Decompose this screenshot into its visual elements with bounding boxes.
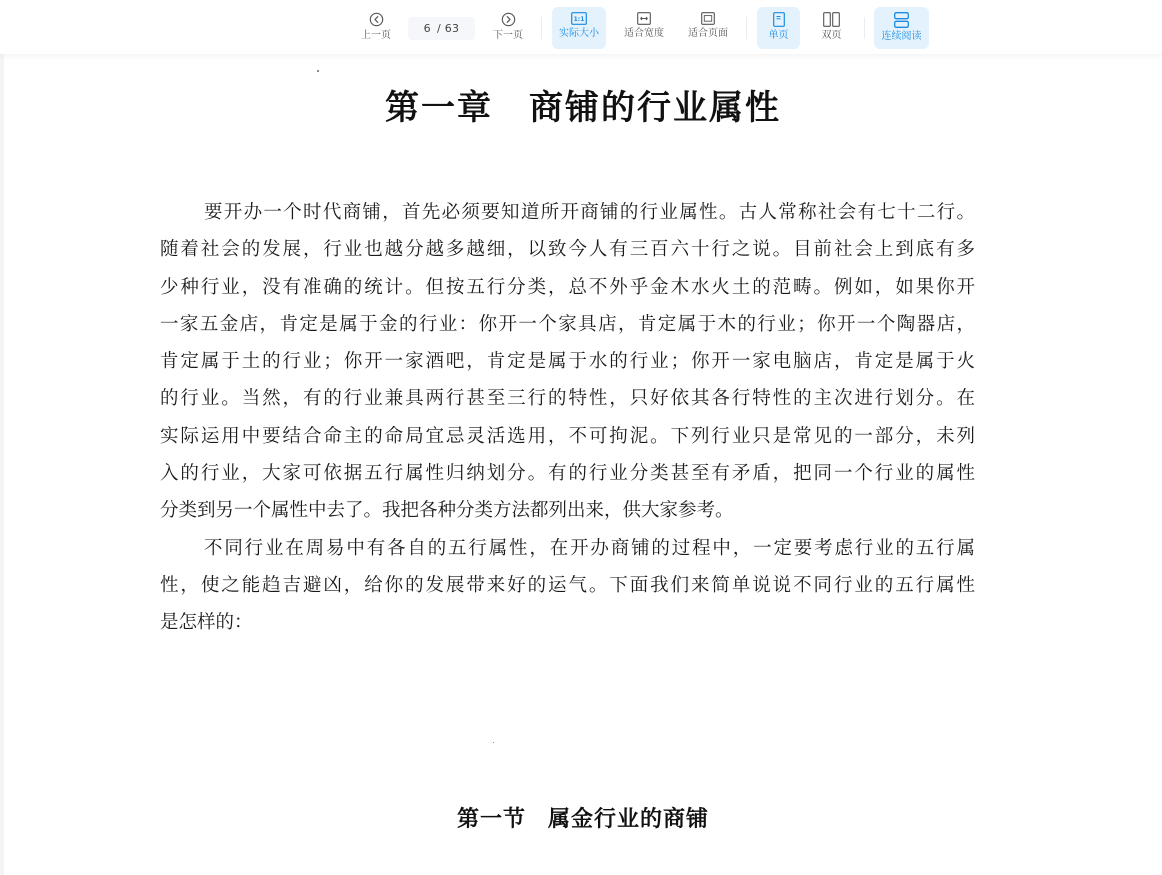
chapter-name: 商铺的行业属性	[529, 88, 781, 128]
current-page: 6	[423, 22, 431, 35]
chapter-title	[4, 80, 1162, 129]
text-line: 随着社会的发展，行业也越分越多越细，以致今人有三百六十行之说。目前社会上到底有多	[160, 239, 975, 261]
total-pages: / 63	[436, 22, 460, 35]
toolbar-divider	[541, 17, 542, 39]
double-page-label: 双页	[821, 30, 842, 41]
paragraph-1	[160, 194, 975, 530]
chevron-left-circle-icon	[369, 12, 384, 27]
fit-page-icon	[701, 12, 715, 25]
svg-text:1:1: 1:1	[573, 16, 585, 23]
scan-speck	[317, 70, 319, 72]
text-line: 少种行业，没有准确的统计。但按五行分类，总不外乎金木水火土的范畴。例如，如果你开	[160, 276, 975, 298]
body-text	[160, 194, 975, 642]
fit-width-icon	[637, 12, 651, 25]
fit-page-button[interactable]	[682, 7, 734, 49]
chapter-number: 第一章	[385, 88, 493, 128]
paragraph-2	[160, 530, 975, 642]
single-page-icon	[773, 12, 785, 27]
document-page	[4, 54, 1162, 875]
prev-page-button[interactable]	[356, 7, 396, 49]
continuous-read-icon	[894, 12, 909, 28]
text-line: 一家五金店，肯定是属于金的行业：你开一个家具店，肯定属于木的行业；你开一个陶器店，	[160, 313, 975, 335]
toolbar-divider	[864, 17, 865, 39]
continuous-read-button[interactable]	[874, 7, 929, 49]
fit-page-label: 适合页面	[688, 28, 728, 39]
chevron-right-circle-icon	[501, 12, 516, 27]
next-page-button[interactable]	[488, 7, 528, 49]
page-number-input[interactable]	[408, 17, 475, 40]
section-number: 第一节	[456, 807, 526, 832]
text-line: 分类到另一个属性中去了。我把各种分类方法都列出来，供大家参考。	[160, 500, 734, 522]
fit-width-label: 适合宽度	[624, 28, 664, 39]
single-page-label: 单页	[768, 30, 789, 41]
text-line: 是怎样的：	[160, 612, 253, 634]
continuous-read-label: 连续阅读	[881, 31, 922, 42]
prev-page-label: 上一页	[361, 30, 391, 41]
actual-size-icon	[571, 12, 587, 25]
double-page-icon	[823, 12, 840, 27]
next-page-label: 下一页	[493, 30, 523, 41]
single-page-button[interactable]	[757, 7, 800, 49]
actual-size-label: 实际大小	[559, 28, 599, 39]
document-viewer[interactable]	[0, 54, 1162, 875]
viewer-toolbar	[0, 0, 1162, 54]
text-line: 的行业。当然，有的行业兼具两行甚至三行的特性，只好依其各行特性的主次进行划分。在	[160, 388, 975, 410]
section-title	[4, 802, 1162, 833]
actual-size-button[interactable]	[552, 7, 606, 49]
toolbar-divider	[746, 17, 747, 39]
text-line: 实际运用中要结合命主的命局宜忌灵活选用，不可拘泥。下列行业只是常见的一部分，未列	[160, 425, 975, 447]
text-line: 性，使之能趋吉避凶，给你的发展带来好的运气。下面我们来简单说说不同行业的五行属性	[160, 574, 975, 596]
scan-speck	[493, 742, 494, 743]
text-line: 要开办一个时代商铺，首先必须要知道所开商铺的行业属性。古人常称社会有七十二行。	[204, 202, 975, 223]
section-name: 属金行业的商铺	[548, 807, 710, 832]
text-line: 肯定属于土的行业；你开一家酒吧，肯定是属于水的行业；你开一家电脑店，肯定是属于火	[160, 351, 975, 373]
text-line: 不同行业在周易中有各自的五行属性，在开办商铺的过程中，一定要考虑行业的五行属	[204, 537, 975, 559]
fit-width-button[interactable]	[618, 7, 670, 49]
double-page-button[interactable]	[810, 7, 853, 49]
text-line: 入的行业，大家可依据五行属性归纳划分。有的行业分类甚至有矛盾，把同一个行业的属性	[160, 463, 975, 485]
